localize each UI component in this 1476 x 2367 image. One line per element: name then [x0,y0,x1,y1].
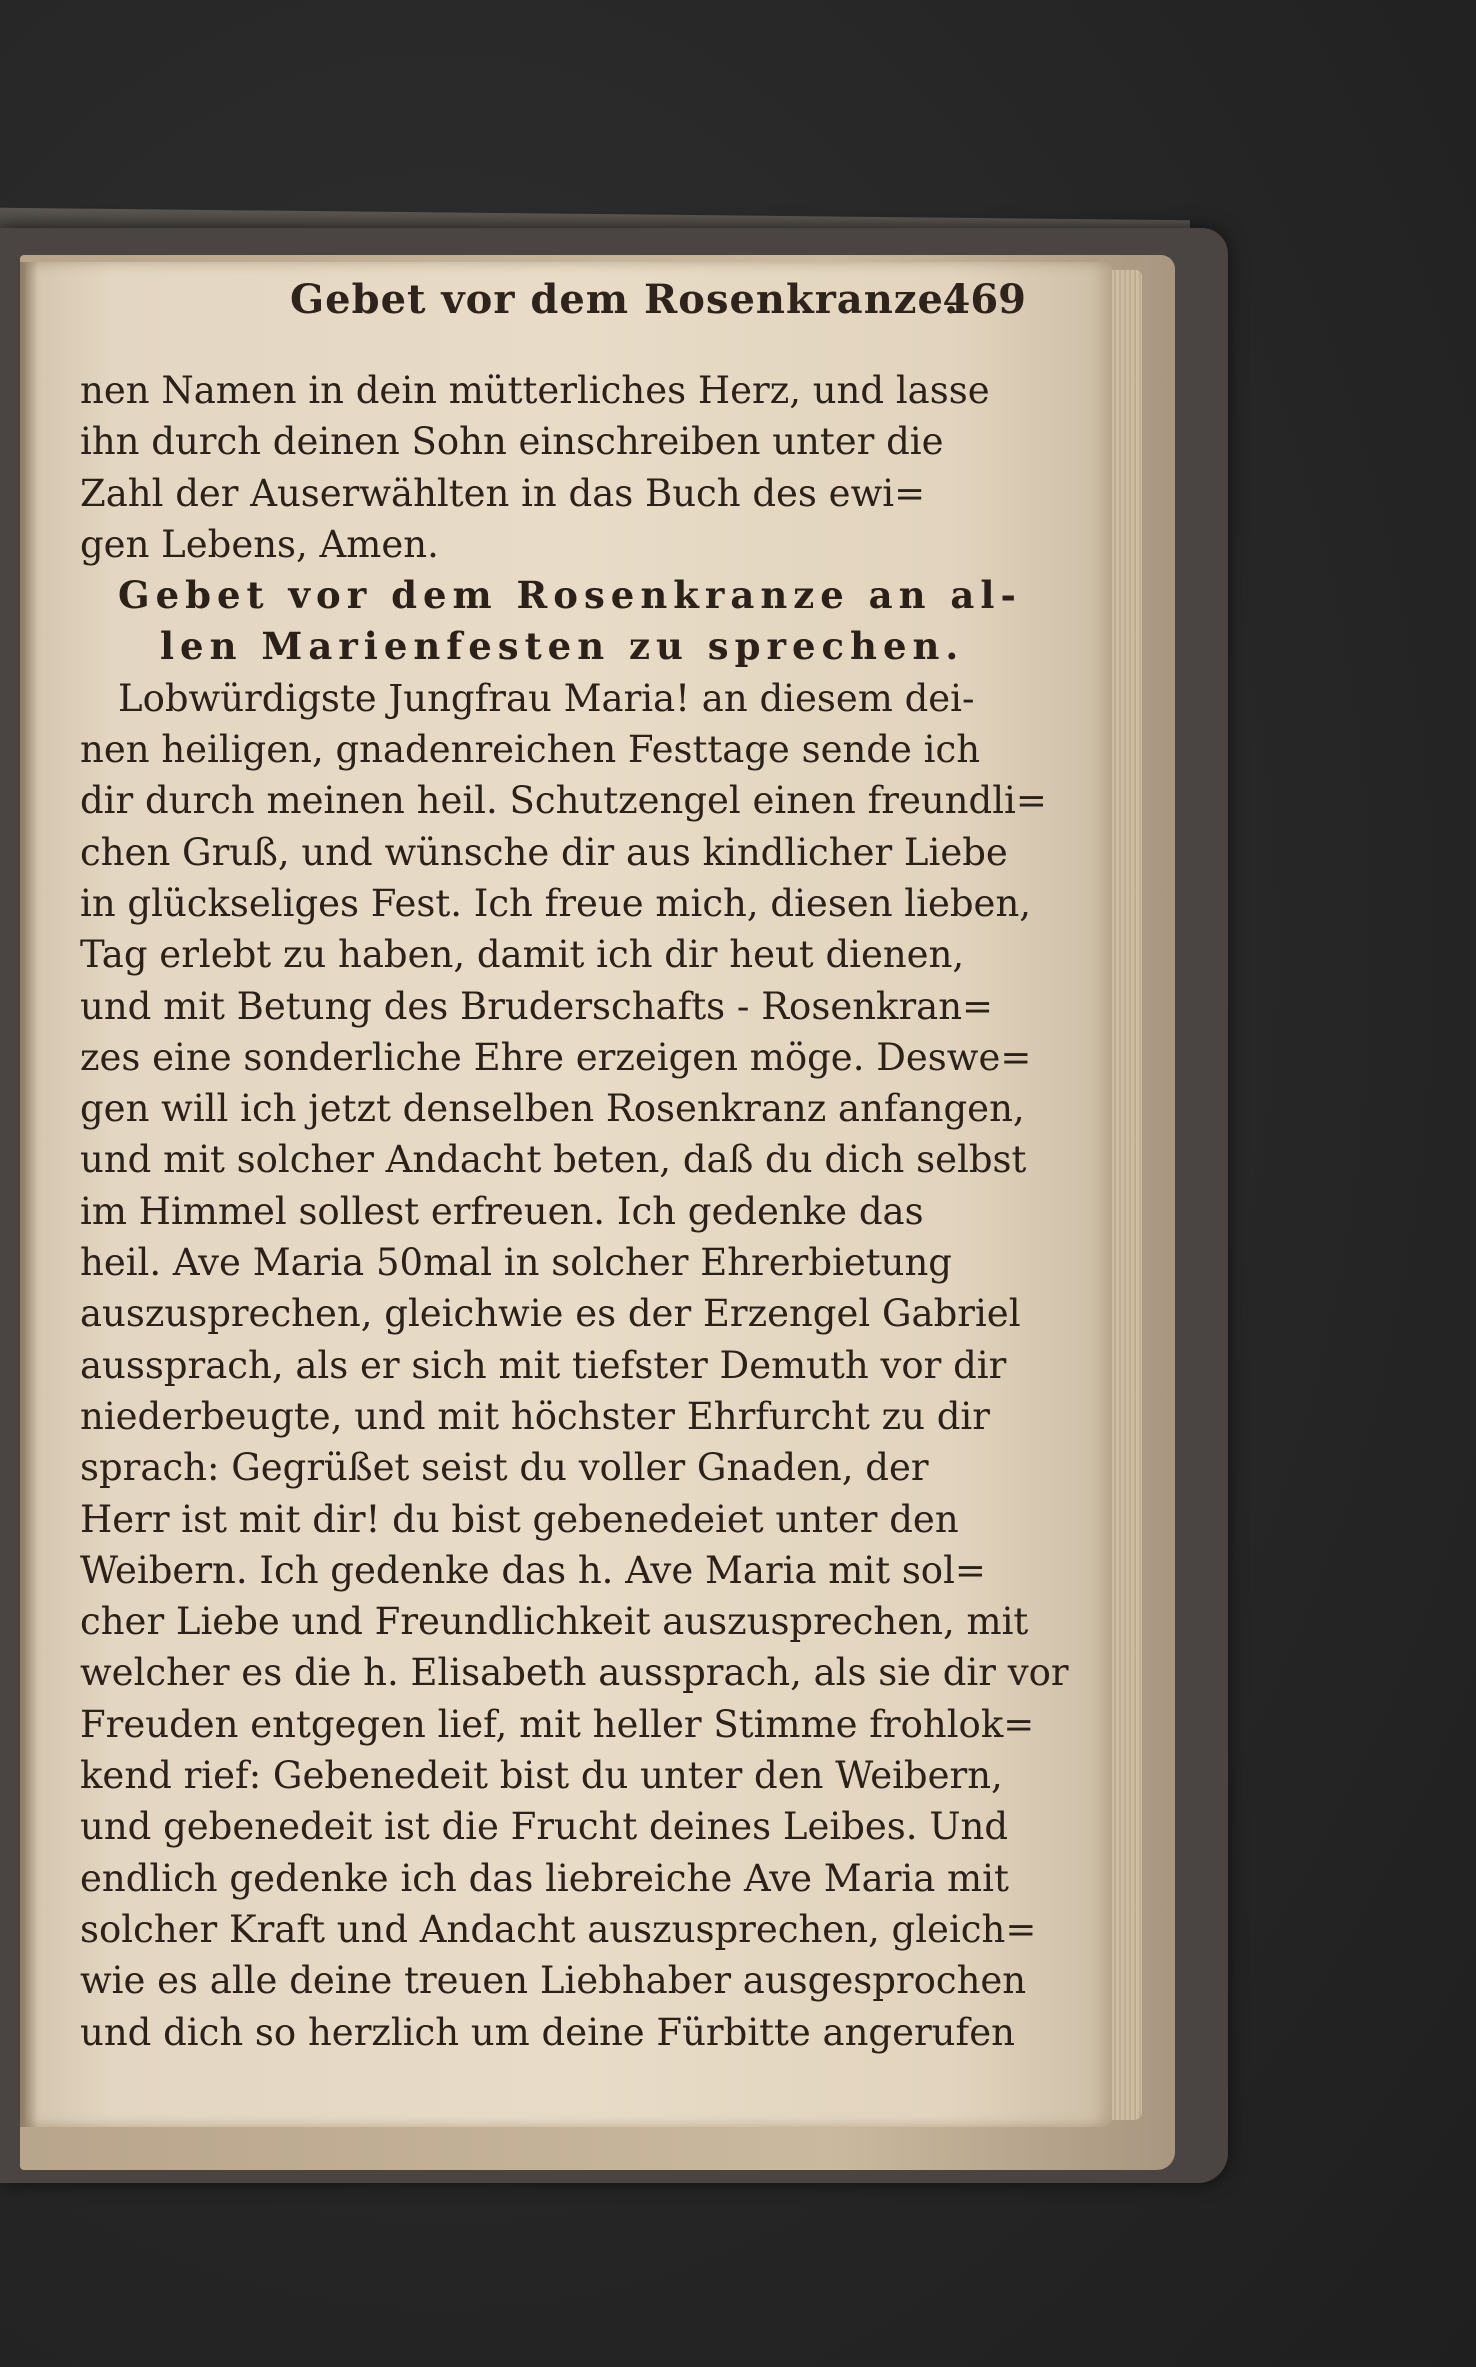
text-line: ihn durch deinen Sohn einschreiben unter die [80,420,944,464]
text-line: und mit Betung des Bruderschafts - Rosenkran= [80,984,994,1028]
text-line: Herr ist mit dir! du bist gebenedeiet unter den [80,1497,959,1541]
page-number: 469 [942,276,1026,323]
text-line: gen will ich jetzt denselben Rosenkranz anfangen, [80,1087,1025,1131]
text-line: im Himmel sollest erfreuen. Ich gedenke das [80,1189,924,1233]
running-head [150,276,1030,346]
text-line: wie es alle deine treuen Liebhaber ausgesprochen [80,1959,1027,2003]
text-line: nen Namen in dein mütterliches Herz, und lasse [80,369,990,412]
text-line: und mit solcher Andacht beten, daß du dich selbst [80,1138,1027,1182]
text-line: zes eine sonderliche Ehre erzeigen möge. Deswe= [80,1035,1032,1079]
text-line: und gebenedeit ist die Frucht deines Leibes. Und [80,1805,1009,1849]
text-line: sprach: Gegrüßet seist du voller Gnaden, der [80,1446,929,1490]
text-line: Weibern. Ich gedenke das h. Ave Maria mit sol= [80,1548,986,1592]
text-line: Zahl der Auserwählten in das Buch des ewi= [80,471,926,515]
text-line: kend rief: Gebenedeit bist du unter den Weibern, [80,1754,1003,1798]
text-line: dir durch meinen heil. Schutzengel einen freundli= [80,779,1047,823]
page-edges [1112,270,1142,2120]
text-line: und dich so herzlich um deine Fürbitte angerufen [80,2010,1015,2054]
text-line: Freuden entgegen lief, mit heller Stimme frohlok= [80,1702,1035,1746]
running-head-title: Gebet vor dem Rosenkranze. [290,276,959,323]
gutter-shadow [20,262,38,2127]
text-line: Lobwürdigste Jungfrau Maria! an diesem dei- [118,676,975,720]
text-line: aussprach, als er sich mit tiefster Demuth vor dir [80,1343,1007,1387]
body-text [80,365,1069,2058]
text-line: welcher es die h. Elisabeth aussprach, als sie dir vor [80,1651,1069,1695]
text-line: cher Liebe und Freundlichkeit auszusprechen, mit [80,1600,1029,1644]
text-line: chen Gruß, und wünsche dir aus kindlicher Liebe [80,830,1008,874]
text-line: heil. Ave Maria 50mal in solcher Ehrerbietung [80,1241,952,1285]
text-line: nen heiligen, gnadenreichen Festtage sende ich [80,728,981,772]
text-line: in glückseliges Fest. Ich freue mich, diesen lieben, [80,881,1032,925]
section-heading-line: Gebet vor dem Rosenkranze an al- [118,573,1022,618]
section-heading-line: len Marienfesten zu sprechen. [160,624,965,669]
text-line: endlich gedenke ich das liebreiche Ave Maria mit [80,1856,1009,1900]
text-line: niederbeugte, und mit höchster Ehrfurcht zu dir [80,1394,990,1438]
text-line: solcher Kraft und Andacht auszusprechen, gleich= [80,1907,1037,1951]
text-line: Tag erlebt zu haben, damit ich dir heut dienen, [80,933,965,977]
text-line: auszusprechen, gleichwie es der Erzengel Gabriel [80,1292,1021,1336]
text-line: gen Lebens, Amen. [80,522,439,566]
